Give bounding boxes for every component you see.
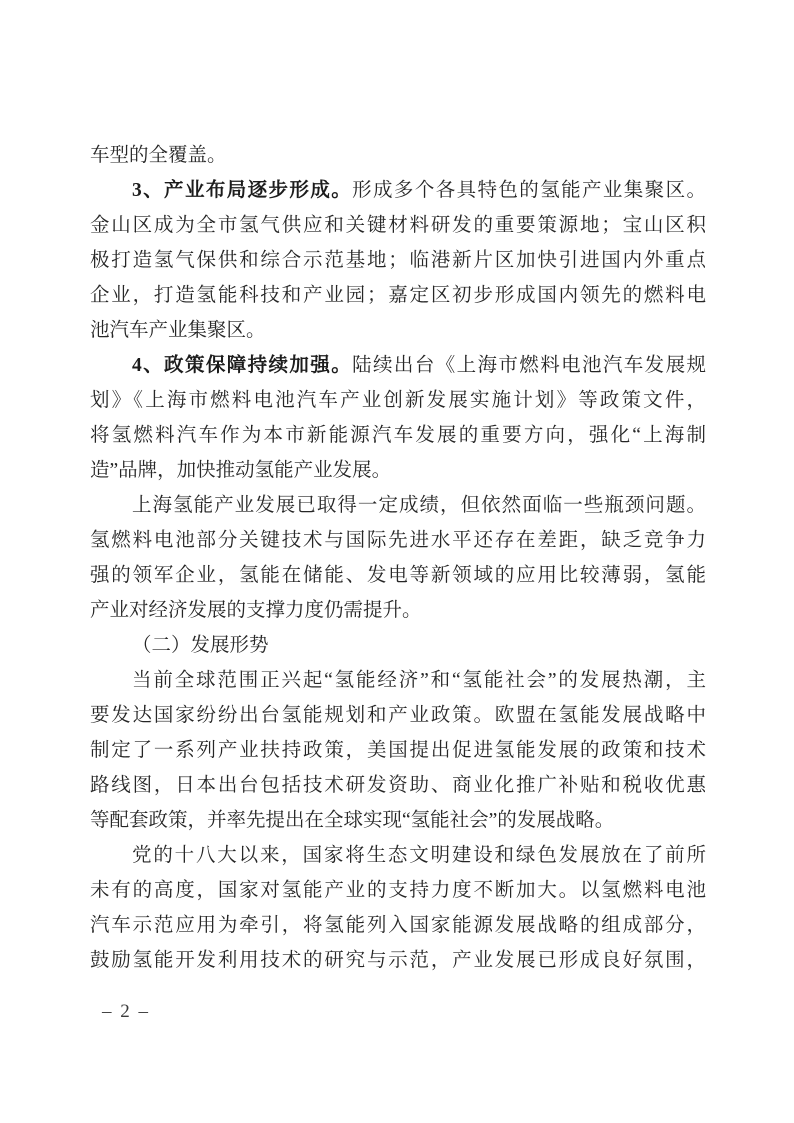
- text-run: （二）发展形势: [132, 635, 269, 656]
- paragraph-bottleneck-problems-line: [90, 593, 706, 628]
- text-run: 将氢燃料汽车作为本市新能源汽车发展的重要方向，强化“上海制: [90, 425, 706, 446]
- text-run: 产业对经济发展的支撑力度仍需提升。: [90, 600, 422, 621]
- text-run: 陆续出台《上海市燃料电池汽车发展规: [352, 355, 706, 376]
- text-run: 造”品牌，加快推动氢能产业发展。: [90, 460, 392, 481]
- paragraph-bottleneck-problems-line: [90, 488, 706, 523]
- bold-heading-run: 4、政策保障持续加强。: [132, 355, 353, 376]
- paragraph-global-hydrogen-trend-line: [90, 733, 706, 768]
- document-body: [90, 138, 706, 978]
- paragraph-global-hydrogen-trend-line: [90, 768, 706, 803]
- paragraph-national-support-line: [90, 908, 706, 943]
- text-run: 路线图，日本出台包括技术研发资助、商业化推广补贴和税收优惠: [90, 775, 706, 796]
- text-run: 企业，打造氢能科技和产业园；嘉定区初步形成国内领先的燃料电: [90, 285, 706, 306]
- text-run: 划》《上海市燃料电池汽车产业创新发展实施计划》等政策文件，: [90, 390, 706, 411]
- text-run: 强的领军企业，氢能在储能、发电等新领域的应用比较薄弱，氢能: [90, 565, 706, 586]
- text-run: 上海氢能产业发展已取得一定成绩，但依然面临一些瓶颈问题。: [132, 495, 706, 516]
- paragraph-item-3-industry-layout-line: [90, 208, 706, 243]
- text-run: 党的十八大以来，国家将生态文明建设和绿色发展放在了前所: [132, 845, 706, 866]
- paragraph-global-hydrogen-trend-line: [90, 663, 706, 698]
- paragraph-item-4-policy-support-line: [90, 348, 706, 383]
- paragraph-item-3-industry-layout-line: [90, 243, 706, 278]
- paragraph-global-hydrogen-trend-line: [90, 803, 706, 838]
- text-run: 金山区成为全市氢气供应和关键材料研发的重要策源地；宝山区积: [90, 215, 706, 236]
- paragraph-global-hydrogen-trend-line: [90, 698, 706, 733]
- paragraph-bottleneck-problems-line: [90, 558, 706, 593]
- paragraph-national-support-line: [90, 838, 706, 873]
- paragraph-national-support-line: [90, 943, 706, 978]
- text-run: 要发达国家纷纷出台氢能规划和产业政策。欧盟在氢能发展战略中: [90, 705, 706, 726]
- paragraph-item-3-industry-layout-line: [90, 313, 706, 348]
- page-number: – 2 –: [102, 1001, 150, 1022]
- text-run: 等配套政策，并率先提出在全球实现“氢能社会”的发展战略。: [90, 810, 615, 831]
- paragraph-national-support-line: [90, 873, 706, 908]
- paragraph-item-3-industry-layout-line: [90, 278, 706, 313]
- section-heading-2-development-situation-line: [90, 628, 706, 663]
- bold-heading-run: 3、产业布局逐步形成。: [132, 180, 353, 201]
- text-run: 鼓励氢能开发利用技术的研究与示范，产业发展已形成良好氛围，: [90, 950, 706, 971]
- paragraph-item-4-policy-support-line: [90, 418, 706, 453]
- paragraph-continued-from-previous-page-line: [90, 138, 706, 173]
- text-run: 当前全球范围正兴起“氢能经济”和“氢能社会”的发展热潮，主: [132, 670, 706, 691]
- paragraph-item-3-industry-layout-line: [90, 173, 706, 208]
- text-run: 形成多个各具特色的氢能产业集聚区。: [352, 180, 706, 201]
- paragraph-item-4-policy-support-line: [90, 453, 706, 488]
- text-run: 池汽车产业集聚区。: [90, 320, 266, 341]
- paragraph-item-4-policy-support-line: [90, 383, 706, 418]
- text-run: 车型的全覆盖。: [90, 145, 227, 166]
- text-run: 氢燃料电池部分关键技术与国际先进水平还存在差距，缺乏竞争力: [90, 530, 706, 551]
- text-run: 汽车示范应用为牵引，将氢能列入国家能源发展战略的组成部分，: [90, 915, 706, 936]
- text-run: 极打造氢气保供和综合示范基地；临港新片区加快引进国内外重点: [90, 250, 706, 271]
- text-run: 未有的高度，国家对氢能产业的支持力度不断加大。以氢燃料电池: [90, 880, 706, 901]
- text-run: 制定了一系列产业扶持政策，美国提出促进氢能发展的政策和技术: [90, 740, 706, 761]
- paragraph-bottleneck-problems-line: [90, 523, 706, 558]
